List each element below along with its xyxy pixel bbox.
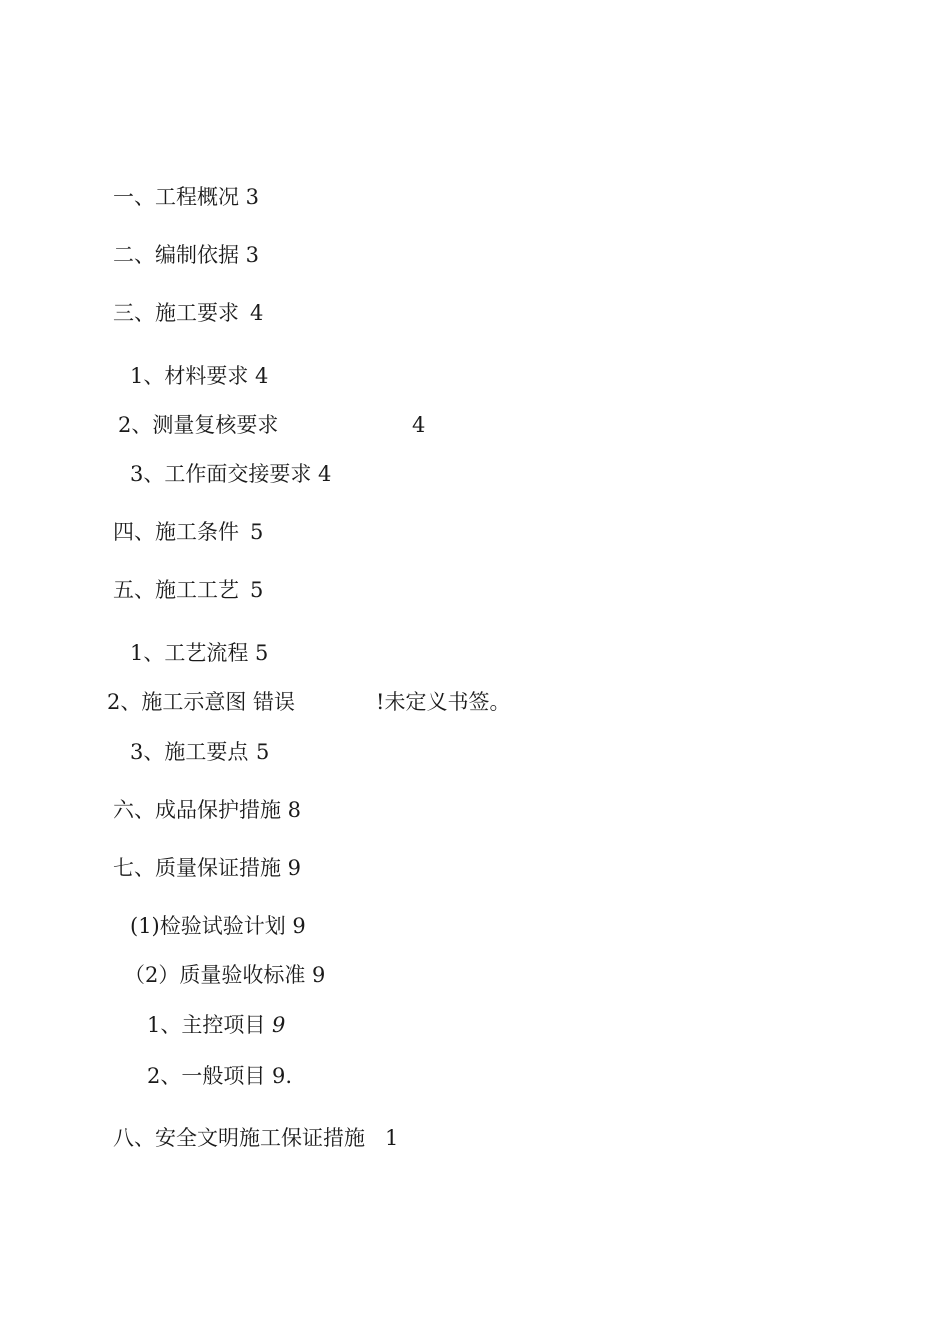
toc-item-6-text: 六、成品保护措施 8 — [113, 798, 302, 822]
toc-item-7-2-1-page: 9 — [272, 1013, 286, 1037]
toc-item-3-1-text: 1、材料要求 4 — [130, 364, 269, 388]
toc-item-1-text: 一、工程概况 3 — [113, 185, 260, 209]
toc-item-2-text: 二、编制依据 3 — [113, 243, 260, 267]
toc-item-5-3 — [130, 739, 248, 765]
toc-item-5-1-text: 1、工艺流程 5 — [130, 641, 269, 665]
toc-item-7-2-2 — [147, 1063, 292, 1089]
toc-item-7-1-text: (1)检验试验计划 9 — [130, 914, 306, 938]
toc-item-7-2-text: （2）质量验收标准 9 — [124, 963, 326, 987]
toc-item-2 — [113, 242, 259, 268]
toc-item-5-text: 五、施工工艺 — [113, 578, 239, 602]
toc-item-7-text: 七、质量保证措施 9 — [113, 856, 302, 880]
toc-item-5-1 — [130, 640, 268, 666]
toc-item-5 — [113, 577, 239, 603]
toc-item-3-text: 三、施工要求 — [113, 301, 239, 325]
toc-item-4 — [113, 519, 239, 545]
toc-item-5-3-text: 3、施工要点 — [130, 740, 249, 764]
toc-item-7-2-1-text: 1、主控项目 — [147, 1013, 273, 1037]
toc-item-3-3-text: 3、工作面交接要求 4 — [130, 462, 332, 486]
toc-item-4-page: 5 — [250, 520, 264, 544]
toc-item-3 — [113, 300, 239, 326]
toc-item-8 — [113, 1125, 365, 1151]
toc-item-5-2-text: 2、施工示意图 错误 — [107, 690, 296, 714]
toc-item-3-1 — [130, 363, 268, 389]
toc-item-8-page: 1 — [385, 1126, 399, 1150]
toc-item-3-3 — [130, 461, 331, 487]
toc-item-5-page: 5 — [250, 578, 264, 602]
toc-item-7-2 — [124, 962, 325, 988]
toc-item-5-3-page: 5 — [256, 740, 270, 764]
toc-item-7-2-1 — [147, 1012, 285, 1038]
toc-item-7-2-2-text: 2、一般项目 9. — [147, 1064, 293, 1088]
toc-item-7-1 — [130, 913, 306, 939]
toc-item-1 — [113, 184, 259, 210]
toc-item-3-2-page: 4 — [412, 413, 426, 437]
toc-item-3-page: 4 — [250, 301, 264, 325]
toc-item-3-2 — [118, 412, 278, 438]
toc-item-6 — [113, 797, 301, 823]
toc-item-7 — [113, 855, 301, 881]
toc-item-3-2-text: 2、测量复核要求 — [118, 413, 279, 437]
toc-item-8-text: 八、安全文明施工保证措施 — [113, 1126, 365, 1150]
toc-item-5-2-error: !未定义书签。 — [376, 690, 511, 714]
toc-item-4-text: 四、施工条件 — [113, 520, 239, 544]
toc-item-5-2 — [107, 689, 295, 715]
